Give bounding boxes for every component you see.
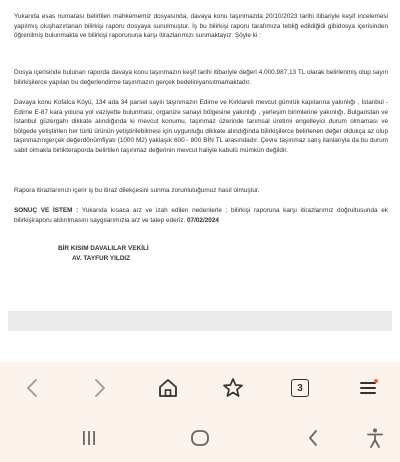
paragraph-intro: Yukarıda esas numarası belirtilen mahkememiz dosyasında, davaya konu taşınmazda 20/10/2023 tarihi itibariyle keşif incelemesi yapılmış oluşhazırlanan bilirkişi raporu dosyaya sunulmuştur. İş bu bilirkişi raporu tarafımıza tebliğ edildiğidi gibidosya içerisinden öğrenilmiş bulunmakta ve bilirkişi raporununa karşı itirazlarımızı sunmaktayız. Şöyle ki : — [14, 13, 388, 40]
recents-icon — [80, 430, 98, 446]
tabs-icon — [291, 379, 309, 397]
accessibility-button[interactable] — [360, 424, 390, 452]
bookmarks-button[interactable] — [219, 374, 247, 402]
notification-dot — [374, 379, 378, 383]
signature-name: AV. TAYFUR YILDIZ — [72, 255, 131, 262]
paragraph-objection: Rapora itirazlarımızı içerir iş bu itiraz dilekçesini sunma zorunluluğumuz hasıl olmuştur. — [14, 187, 260, 194]
system-back-button[interactable] — [298, 424, 328, 452]
redacted-block — [8, 311, 392, 331]
home-icon — [157, 377, 179, 399]
bookmark-star-icon — [221, 377, 245, 399]
paragraph-details: Davaya konu Kofalca Köyü, 134 ada 34 parsel sayılı taşınmazın Edirne ve Kırklareli mevcut gümrük kapılarına yakınlığı , İstanbul - Edirne E-87 kara yoluna yol vaziyette bulunması, organize sanayi bölgesine yakınlığı , yerleşim birimlerine yakınlığı, Bulgaristan ve İstanbul güzergahı dikkate alındığında ki mevcut konumu, taşınmaz üzerinde tarımsal üretimi engelleyici durum olmaması ve bölgede yetiştirilen her türlü ürünün yetiştirilebilmesi için uygunluğu dikkate alındığında bilirkişilerce belirlenen değer oldukça az olup taşınmazıngerçek değerdönümfiyatı (1000 M2) yaklaşık 600 - 800 BİN TL arasındadır. Çevre taşınmaz satış ilanlarıyla da bu durum sabit olmakla birlikteraporda belirtilen taşınmaz değerinin mevcut haliyle kabulü mümkün değildir. — [14, 99, 388, 154]
menu-button[interactable] — [354, 374, 382, 402]
result-text: Yukarıda kısaca arz ve izah edilen nedenlerle ; bilirkişi raporuna karşı itirazlarımız doğrultusunda ek bilirkişiraporu aldırılmasını saygılarımızla arz ve talep ederiz. — [14, 207, 388, 224]
browser-toolbar — [0, 362, 400, 414]
tab-count: 3 — [297, 382, 303, 394]
forward-button[interactable] — [86, 374, 114, 402]
result-date: 07/02/2024 — [185, 216, 219, 224]
recents-button[interactable] — [74, 424, 104, 452]
back-button[interactable] — [18, 374, 46, 402]
paragraph-valuation: Dosya içerisinde bulunan raporda davaya konu taşınmazın keşif tarihi itibariyle değeri 4.000.987,13 TL olarak belirlenmiş olup sayın bilirkişilerce yapılan bu değerlendirme taşınmazın gerçek bedeliniyansıtmamaktadır. — [14, 69, 388, 86]
home-system-button[interactable] — [185, 424, 215, 452]
system-navigation-bar — [0, 414, 400, 462]
tabs-button[interactable] — [286, 374, 314, 402]
system-back-icon — [306, 429, 320, 447]
menu-icon — [360, 381, 376, 395]
forward-arrow-icon — [93, 378, 107, 398]
home-button[interactable] — [154, 374, 182, 402]
back-arrow-icon — [25, 378, 39, 398]
signature-title: BİR KISIM DAVALILAR VEKİLİ — [58, 245, 149, 252]
paragraph-result — [14, 206, 388, 225]
accessibility-icon — [366, 427, 384, 449]
home-pill-icon — [190, 428, 210, 448]
result-label: SONUÇ VE İSTEM : — [14, 207, 79, 214]
